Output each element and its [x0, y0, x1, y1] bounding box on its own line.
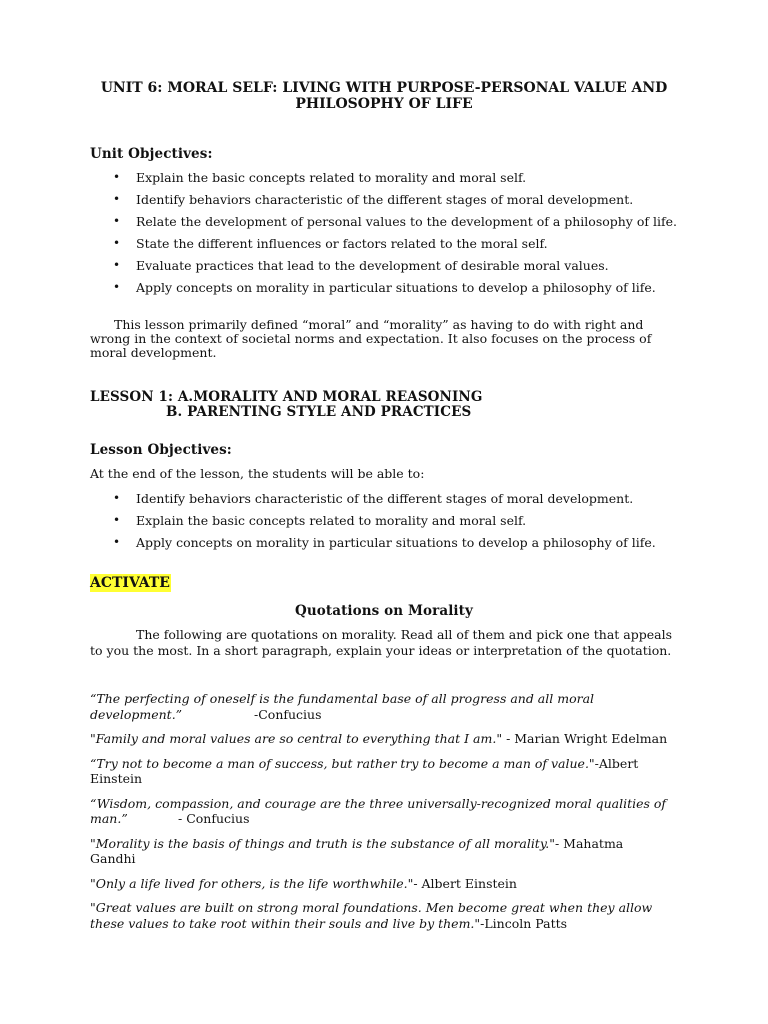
- quotations-instructions-line-1: The following are quotations on morality. Read all of them and pick one that appeals: [136, 627, 673, 642]
- quote-3-text: “Try not to become a man of success, but rather try to become a man of value.": [90, 756, 595, 771]
- quote-5-text: "Morality is the basis of things and truth is the substance of all morality.": [90, 836, 555, 851]
- intro-line-1: This lesson primarily defined “moral” and “morality” as having to do with right and: [114, 317, 644, 332]
- lesson-objectives-heading: Lesson Objectives:: [90, 442, 232, 458]
- quote-5-author-a: - Mahatma: [554, 836, 624, 851]
- quote-1-line-1: “The perfecting of oneself is the fundamental base of all progress and all moral: [90, 691, 595, 706]
- list-item: Identify behaviors characteristic of the different stages of moral development.: [136, 491, 634, 506]
- list-item: Relate the development of personal values to the development of a philosophy of life.: [136, 214, 677, 229]
- quote-1-author: -Confucius: [254, 707, 322, 722]
- quotations-instructions-line-2: to you the most. In a short paragraph, explain your ideas or interpretation of the quotation.: [90, 643, 672, 658]
- list-item: Explain the basic concepts related to morality and moral self.: [136, 513, 527, 528]
- quote-7-line-1: "Great values are built on strong moral foundations. Men become great when they allow: [90, 900, 653, 915]
- quote-6-author: - Albert Einstein: [413, 876, 517, 891]
- bullet-marker: •: [113, 192, 121, 206]
- quote-4-line-2: man.”: [90, 811, 128, 826]
- bullet-marker: •: [113, 214, 121, 228]
- intro-line-2: wrong in the context of societal norms and expectation. It also focuses on the process of: [90, 331, 652, 346]
- bullet-marker: •: [113, 491, 121, 505]
- list-item: Explain the basic concepts related to morality and moral self.: [136, 170, 527, 185]
- quote-3-author-a: -Albert: [594, 756, 639, 771]
- activate-section-label: [90, 572, 171, 591]
- quote-2-author: - Marian Wright Edelman: [506, 731, 668, 746]
- unit-title-line-1: UNIT 6: MORAL SELF: LIVING WITH PURPOSE-PERSONAL VALUE AND: [100, 80, 668, 96]
- bullet-marker: •: [113, 236, 121, 250]
- bullet-marker: •: [113, 535, 121, 549]
- quote-3-line-1: [90, 756, 638, 771]
- list-item: Apply concepts on morality in particular situations to develop a philosophy of life.: [136, 535, 656, 550]
- quote-4-line-1: “Wisdom, compassion, and courage are the three universally-recognized moral qualities of: [90, 796, 667, 811]
- quote-1-line-2: development.”: [90, 707, 183, 722]
- list-item: Identify behaviors characteristic of the different stages of moral development.: [136, 192, 634, 207]
- activate-highlight: ACTIVATE: [90, 575, 170, 591]
- list-item: Apply concepts on morality in particular situations to develop a philosophy of life.: [136, 280, 656, 295]
- quote-3-author-b: Einstein: [90, 771, 143, 786]
- lesson-objectives-lead: At the end of the lesson, the students will be able to:: [90, 466, 425, 481]
- lesson-heading-line-1: LESSON 1: A.MORALITY AND MORAL REASONING: [90, 389, 483, 405]
- quotations-title: Quotations on Morality: [295, 603, 473, 619]
- list-item: Evaluate practices that lead to the development of desirable moral values.: [136, 258, 609, 273]
- intro-line-3: moral development.: [90, 345, 217, 360]
- quote-6: [90, 876, 517, 891]
- quote-7-text: these values to take root within their souls and live by them.": [90, 916, 481, 931]
- quote-4-author: - Confucius: [178, 811, 250, 826]
- list-item: State the different influences or factors related to the moral self.: [136, 236, 548, 251]
- lesson-heading-line-2: B. PARENTING STYLE AND PRACTICES: [166, 404, 472, 420]
- unit-objectives-heading: Unit Objectives:: [90, 146, 213, 162]
- bullet-marker: •: [113, 280, 121, 294]
- quote-7-line-2: [90, 916, 567, 931]
- unit-title-line-2: PHILOSOPHY OF LIFE: [295, 96, 473, 112]
- quote-6-text: "Only a life lived for others, is the life worthwhile.": [90, 876, 414, 891]
- quote-5-line-1: [90, 836, 623, 851]
- quote-5-author-b: Gandhi: [90, 851, 136, 866]
- quote-2: [90, 731, 667, 746]
- quote-7-author: -Lincoln Patts: [480, 916, 568, 931]
- bullet-marker: •: [113, 258, 121, 272]
- bullet-marker: •: [113, 170, 121, 184]
- bullet-marker: •: [113, 513, 121, 527]
- quote-2-text: "Family and moral values are so central to everything that I am.": [90, 731, 503, 746]
